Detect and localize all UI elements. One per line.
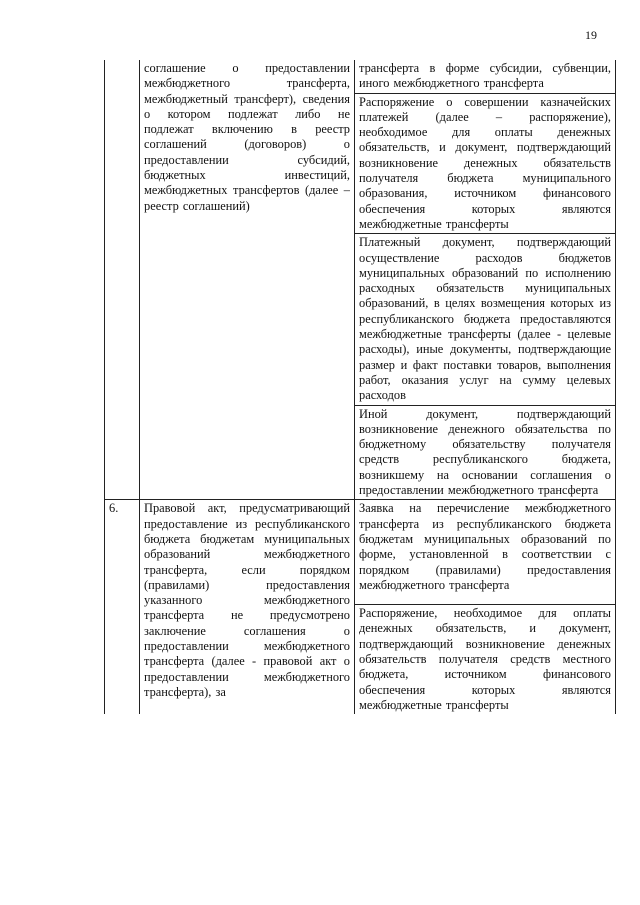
document-cell	[355, 605, 616, 715]
document-text: Платежный документ, подтверждающий осуществление расходов бюджетов муниципальных образований по исполнению расходных обязательств муниципальных образований, в целях возмещения которых из республиканского бюджета предоставляются межбюджетные трансферты (далее - целевые расходы), иные документы, подтверждающие размер и факт поставки товаров, выполнения работ, оказания услуг на сумму целевых расходов	[359, 235, 611, 403]
document-cell	[355, 500, 616, 605]
document-cell	[355, 60, 616, 93]
table-row	[105, 60, 616, 93]
documents-table	[104, 60, 616, 714]
document-cell	[355, 93, 616, 234]
legal-basis-cell	[140, 500, 355, 714]
document-text: Распоряжение о совершении казначейских платежей (далее – распоряжение), необходимое для оплаты денежных обязательств, и документ, подтверждающий возникновение денежных обязательств получателя бюджета муниципального образования, источником финансового обеспечения которых являются межбюджетные трансферты	[359, 94, 611, 231]
document-text: Иной документ, подтверждающий возникновение денежного обязательства по бюджетному обязательству получателя средств республиканского бюджета, возникшему на основании соглашения о предоставлении межбюджетного трансферта	[359, 406, 611, 498]
page-number: 19	[585, 28, 597, 42]
document-text: Распоряжение, необходимое для оплаты денежных обязательств, и документ, подтверждающий возникновение денежных обязательств получателя средств местного бюджета, источником финансового обеспечения которых являются межбюджетные трансферты	[359, 606, 611, 712]
document-cell	[355, 234, 616, 405]
legal-basis-text: соглашение о предоставлении межбюджетного трансферта, межбюджетный трансферт), сведения о котором подлежат либо не подлежат включению в реестр соглашений (договоров) о предоставлении субсидий, бюджетных инвестиций, межбюджетных трансфертов (далее – реестр соглашений)	[144, 61, 350, 213]
document-text: Заявка на перечисление межбюджетного трансферта из республиканского бюджета бюджетам муниципальных образований по форме, установленной в соответствии с порядком (правилами) предоставления межбюджетного трансферта	[359, 501, 611, 592]
legal-basis-text: Правовой акт, предусматривающий предоставление из республиканского бюджета бюджетам муниципальных образований межбюджетного трансферта, если порядком (правилами) предоставления указанного межбюджетного трансферта не предусмотрено заключение соглашения о предоставлении межбюджетного трансферта (далее - правовой акт о предоставлении межбюджетного трансферта), за	[144, 501, 350, 699]
table-row	[105, 500, 616, 605]
document-cell	[355, 405, 616, 500]
document-text: трансферта в форме субсидии, субвенции, иного межбюджетного трансферта	[359, 61, 611, 91]
row-number: 6.	[109, 501, 119, 516]
row-number-cell	[105, 60, 140, 500]
row-number-cell	[105, 500, 140, 714]
legal-basis-cell	[140, 60, 355, 500]
